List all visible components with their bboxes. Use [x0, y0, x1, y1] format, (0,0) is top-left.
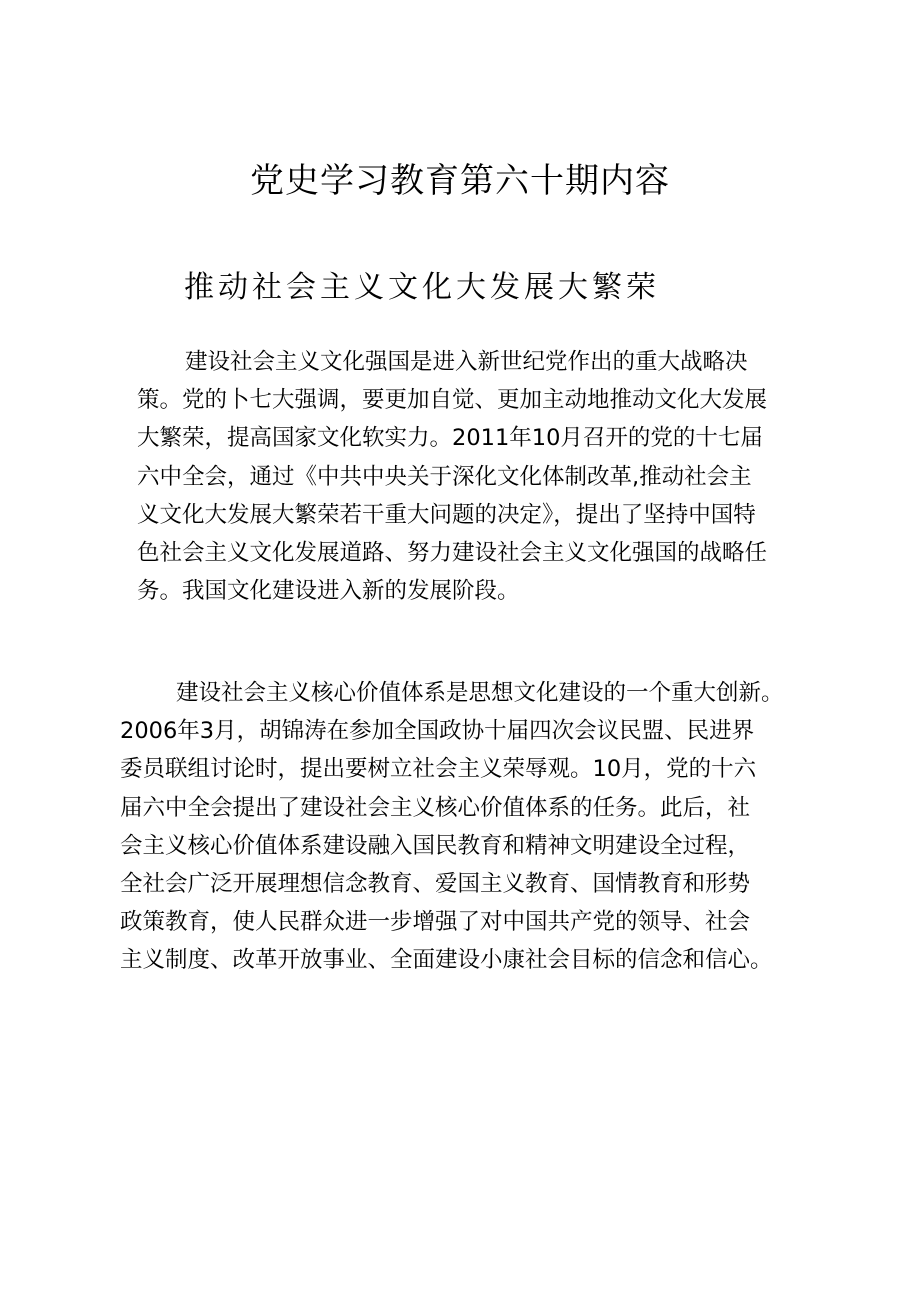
- paragraph-line: 务。我国文化建设进入新的发展阶段。: [137, 578, 520, 605]
- paragraph-line: 建设社会主义文化强国是进入新世纪党作出的重大战略决: [185, 349, 748, 375]
- paragraph-1: [137, 343, 827, 610]
- paragraph-2: [120, 674, 840, 980]
- paragraph-line: 2006年3月，胡锦涛在参加全国政协十届四次会议民盟、民进界: [120, 718, 755, 745]
- paragraph-line: 六中全会，通过《中共中央关于深化文化体制改革,推动社会主: [137, 463, 752, 490]
- paragraph-line: 全社会广泛开展理想信念教育、爱国主义教育、国情教育和形势: [120, 871, 751, 898]
- paragraph-line: 策。党的卜七大强调，要更加自觉、更加主动地推动文化大发展: [137, 387, 768, 414]
- paragraph-line: 届六中全会提出了建设社会主义核心价值体系的任务。此后，社: [120, 794, 751, 821]
- paragraph-line: 委员联组讨论时，提出要树立社会主义荣辱观。10月，党的十六: [120, 756, 757, 783]
- paragraph-line: 色社会主义文化发展道路、努力建设社会主义文化强国的战略任: [137, 540, 768, 567]
- paragraph-line: 会主义核心价值体系建设融入国民教育和精神文明建设全过程，: [120, 832, 751, 859]
- paragraph-line: 义文化大发展大繁荣若干重大问题的决定》，提出了坚持中国特: [137, 501, 756, 528]
- paragraph-line: 主义制度、改革开放事业、全面建设小康社会目标的信念和信心。: [120, 947, 773, 974]
- page-title: 党史学习教育第六十期内容: [250, 161, 670, 201]
- paragraph-line: 政策教育，使人民群众进一步增强了对中国共产党的领导、社会: [120, 909, 751, 936]
- paragraph-line: 建设社会主义核心价值体系是思想文化建设的一个重大创新。: [176, 680, 784, 706]
- section-subtitle: 推动社会主义文化大发展大繁荣: [184, 270, 660, 305]
- paragraph-line: 大繁荣，提高国家文化软实力。2011年10月召开的党的十七届: [137, 425, 763, 452]
